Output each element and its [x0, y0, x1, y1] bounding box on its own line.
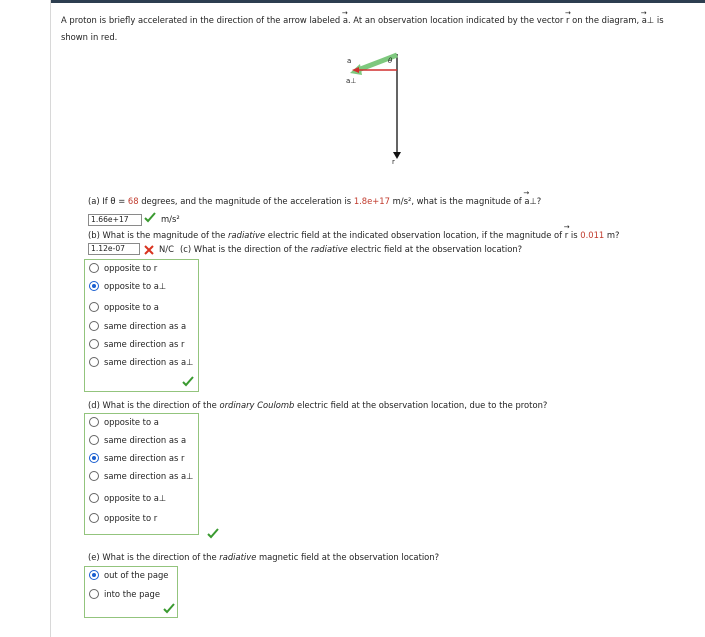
answer-b-field[interactable]: 1.12e-07	[88, 243, 140, 255]
radio-button[interactable]	[89, 302, 99, 312]
question-b: (b) What is the magnitude of the radiative electric field at the indicated observation location, if the magnitude of → r is 0.011 m?	[88, 230, 620, 240]
question-c: (c) What is the direction of the radiative electric field at the observation location?	[180, 244, 523, 254]
vec-aperp: → a⊥	[642, 12, 654, 29]
option-d-4[interactable]: same direction as a⊥	[89, 471, 193, 485]
correct-check-icon	[163, 603, 175, 616]
diagram-label-r: r	[392, 158, 395, 166]
radio-button[interactable]	[89, 417, 99, 427]
option-d-1[interactable]: opposite to a	[89, 417, 159, 431]
option-d-6[interactable]: opposite to r	[89, 513, 157, 527]
physics-diagram	[330, 48, 430, 173]
answer-a-unit: m/s²	[161, 214, 180, 224]
option-c-2[interactable]: opposite to a⊥	[89, 281, 166, 295]
option-e-1[interactable]: out of the page	[89, 570, 168, 584]
option-c-6[interactable]: same direction as a⊥	[89, 357, 193, 371]
wrong-x-icon	[144, 245, 154, 257]
option-c-3[interactable]: opposite to a	[89, 302, 159, 316]
question-d: (d) What is the direction of the ordinary Coulomb electric field at the observation location, due to the proton?	[88, 400, 548, 410]
radio-button[interactable]	[89, 471, 99, 481]
radio-button[interactable]	[89, 435, 99, 445]
options-e-box	[84, 566, 178, 618]
correct-check-icon	[182, 376, 194, 389]
option-c-4[interactable]: same direction as a	[89, 321, 186, 335]
diagram-svg	[330, 48, 430, 173]
radio-button-selected[interactable]	[89, 453, 99, 463]
vec-r: → r	[566, 12, 569, 29]
diagram-label-theta: θ	[388, 57, 393, 65]
diagram-label-aperp: a⊥	[346, 77, 357, 85]
option-d-2[interactable]: same direction as a	[89, 435, 186, 449]
radio-button[interactable]	[89, 339, 99, 349]
radio-button[interactable]	[89, 321, 99, 331]
radio-button[interactable]	[89, 493, 99, 503]
correct-check-icon	[207, 528, 219, 541]
options-d-box	[84, 413, 199, 535]
option-e-2[interactable]: into the page	[89, 589, 160, 603]
question-e: (e) What is the direction of the radiative magnetic field at the observation location?	[88, 552, 440, 562]
options-c-box	[84, 259, 199, 392]
question-a: (a) If θ = 68 degrees, and the magnitude of the acceleration is 1.8e+17 m/s², what is the magnitude of → a⊥?	[88, 196, 541, 206]
problem-intro: A proton is briefly accelerated in the direction of the arrow labeled → a. At an observation location indicated by the vector → r on the diagram, → a⊥ is shown in red.	[61, 12, 691, 46]
radio-button[interactable]	[89, 357, 99, 367]
answer-a-field[interactable]: 1.66e+17	[88, 214, 142, 226]
radio-button[interactable]	[89, 589, 99, 599]
vec-a: → a	[343, 12, 348, 29]
option-c-5[interactable]: same direction as r	[89, 339, 184, 353]
option-c-1[interactable]: opposite to r	[89, 263, 157, 277]
top-border	[50, 0, 705, 3]
radio-button-selected[interactable]	[89, 570, 99, 580]
option-d-5[interactable]: opposite to a⊥	[89, 493, 166, 507]
answer-b-unit: N/C	[159, 244, 174, 254]
correct-check-icon	[144, 212, 156, 225]
diagram-label-a: a	[347, 57, 352, 65]
option-d-3[interactable]: same direction as r	[89, 453, 184, 467]
radio-button[interactable]	[89, 513, 99, 523]
left-divider	[50, 0, 51, 637]
radio-button[interactable]	[89, 263, 99, 273]
radio-button-selected[interactable]	[89, 281, 99, 291]
